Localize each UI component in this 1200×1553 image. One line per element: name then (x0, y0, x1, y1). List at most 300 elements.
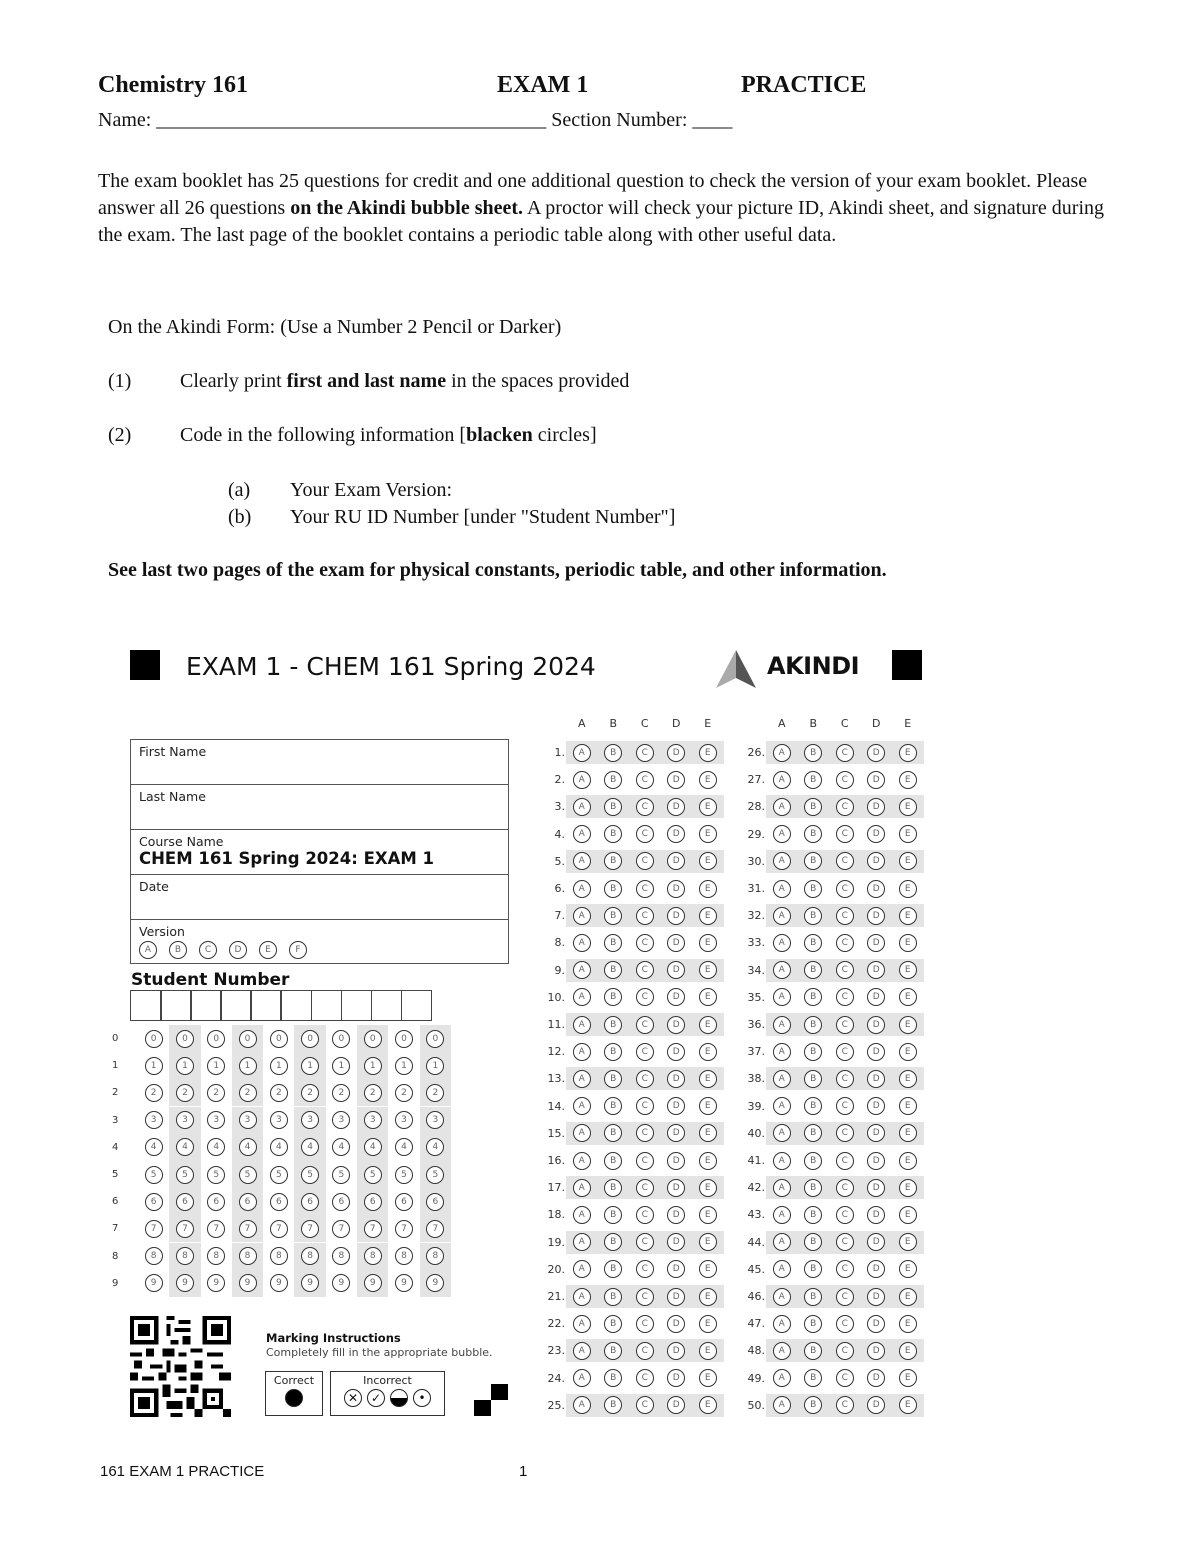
answer-bubble-d[interactable]: D (867, 744, 885, 762)
answer-bubble-a[interactable]: A (773, 1206, 791, 1224)
answer-bubble-b[interactable]: B (604, 771, 622, 789)
answer-bubble-a[interactable]: A (573, 825, 591, 843)
digit-bubble[interactable]: 7 (270, 1220, 288, 1238)
answer-bubble-a[interactable]: A (773, 934, 791, 952)
answer-bubble-e[interactable]: E (899, 907, 917, 925)
answer-bubble-e[interactable]: E (899, 1043, 917, 1061)
answer-bubble-d[interactable]: D (867, 907, 885, 925)
student-number-box[interactable] (160, 990, 192, 1021)
answer-bubble-e[interactable]: E (699, 1233, 717, 1251)
answer-bubble-d[interactable]: D (667, 1097, 685, 1115)
digit-bubble[interactable]: 3 (395, 1111, 413, 1129)
digit-bubble[interactable]: 8 (176, 1247, 194, 1265)
answer-bubble-d[interactable]: D (667, 1260, 685, 1278)
answer-bubble-d[interactable]: D (667, 1043, 685, 1061)
answer-bubble-e[interactable]: E (899, 798, 917, 816)
answer-bubble-b[interactable]: B (604, 1288, 622, 1306)
student-number-box[interactable] (250, 990, 282, 1021)
digit-bubble[interactable]: 7 (364, 1220, 382, 1238)
digit-bubble[interactable]: 0 (395, 1030, 413, 1048)
digit-bubble[interactable]: 0 (145, 1030, 163, 1048)
answer-bubble-c[interactable]: C (636, 988, 654, 1006)
answer-bubble-b[interactable]: B (604, 1016, 622, 1034)
answer-bubble-e[interactable]: E (699, 1315, 717, 1333)
answer-bubble-a[interactable]: A (773, 771, 791, 789)
answer-bubble-c[interactable]: C (636, 744, 654, 762)
answer-bubble-e[interactable]: E (899, 1288, 917, 1306)
digit-bubble[interactable]: 8 (364, 1247, 382, 1265)
answer-bubble-d[interactable]: D (667, 934, 685, 952)
digit-bubble[interactable]: 8 (395, 1247, 413, 1265)
answer-bubble-d[interactable]: D (667, 961, 685, 979)
answer-bubble-d[interactable]: D (667, 907, 685, 925)
answer-bubble-b[interactable]: B (604, 934, 622, 952)
answer-bubble-e[interactable]: E (699, 771, 717, 789)
digit-bubble[interactable]: 4 (332, 1138, 350, 1156)
digit-bubble[interactable]: 7 (332, 1220, 350, 1238)
answer-bubble-c[interactable]: C (836, 1315, 854, 1333)
answer-bubble-c[interactable]: C (836, 1124, 854, 1142)
digit-bubble[interactable]: 1 (332, 1057, 350, 1075)
answer-bubble-b[interactable]: B (804, 1260, 822, 1278)
answer-bubble-a[interactable]: A (573, 1369, 591, 1387)
digit-bubble[interactable]: 5 (239, 1166, 257, 1184)
digit-bubble[interactable]: 9 (301, 1274, 319, 1292)
digit-bubble[interactable]: 4 (301, 1138, 319, 1156)
digit-bubble[interactable]: 9 (239, 1274, 257, 1292)
digit-bubble[interactable]: 4 (270, 1138, 288, 1156)
answer-bubble-c[interactable]: C (836, 852, 854, 870)
answer-bubble-a[interactable]: A (573, 1342, 591, 1360)
answer-bubble-e[interactable]: E (899, 988, 917, 1006)
answer-bubble-e[interactable]: E (899, 1152, 917, 1170)
digit-bubble[interactable]: 1 (426, 1057, 444, 1075)
answer-bubble-e[interactable]: E (899, 880, 917, 898)
answer-bubble-d[interactable]: D (667, 744, 685, 762)
answer-bubble-d[interactable]: D (867, 961, 885, 979)
digit-bubble[interactable]: 4 (239, 1138, 257, 1156)
answer-bubble-c[interactable]: C (836, 1097, 854, 1115)
answer-bubble-b[interactable]: B (804, 1369, 822, 1387)
answer-bubble-e[interactable]: E (899, 825, 917, 843)
digit-bubble[interactable]: 5 (395, 1166, 413, 1184)
answer-bubble-e[interactable]: E (899, 1315, 917, 1333)
answer-bubble-c[interactable]: C (636, 798, 654, 816)
answer-bubble-e[interactable]: E (699, 1016, 717, 1034)
student-number-box[interactable] (220, 990, 252, 1021)
digit-bubble[interactable]: 7 (176, 1220, 194, 1238)
answer-bubble-a[interactable]: A (573, 988, 591, 1006)
date-field[interactable] (131, 875, 508, 920)
answer-bubble-e[interactable]: E (899, 744, 917, 762)
digit-bubble[interactable]: 5 (270, 1166, 288, 1184)
answer-bubble-c[interactable]: C (636, 1260, 654, 1278)
answer-bubble-d[interactable]: D (867, 1233, 885, 1251)
answer-bubble-e[interactable]: E (699, 1260, 717, 1278)
answer-bubble-e[interactable]: E (699, 1206, 717, 1224)
answer-bubble-a[interactable]: A (573, 1315, 591, 1333)
digit-bubble[interactable]: 9 (145, 1274, 163, 1292)
answer-bubble-b[interactable]: B (604, 1097, 622, 1115)
answer-bubble-c[interactable]: C (636, 1016, 654, 1034)
answer-bubble-e[interactable]: E (899, 961, 917, 979)
digit-bubble[interactable]: 9 (332, 1274, 350, 1292)
answer-bubble-c[interactable]: C (636, 1097, 654, 1115)
answer-bubble-b[interactable]: B (804, 1070, 822, 1088)
digit-bubble[interactable]: 5 (364, 1166, 382, 1184)
digit-bubble[interactable]: 0 (364, 1030, 382, 1048)
digit-bubble[interactable]: 4 (145, 1138, 163, 1156)
answer-bubble-c[interactable]: C (836, 798, 854, 816)
answer-bubble-d[interactable]: D (667, 1315, 685, 1333)
digit-bubble[interactable]: 6 (145, 1193, 163, 1211)
answer-bubble-e[interactable]: E (699, 1152, 717, 1170)
digit-bubble[interactable]: 7 (239, 1220, 257, 1238)
answer-bubble-d[interactable]: D (667, 1070, 685, 1088)
answer-bubble-d[interactable]: D (667, 798, 685, 816)
answer-bubble-a[interactable]: A (773, 1124, 791, 1142)
answer-bubble-d[interactable]: D (667, 1342, 685, 1360)
student-number-box[interactable] (190, 990, 222, 1021)
digit-bubble[interactable]: 3 (145, 1111, 163, 1129)
digit-bubble[interactable]: 3 (239, 1111, 257, 1129)
answer-bubble-e[interactable]: E (699, 744, 717, 762)
digit-bubble[interactable]: 5 (176, 1166, 194, 1184)
answer-bubble-a[interactable]: A (773, 1070, 791, 1088)
digit-bubble[interactable]: 8 (332, 1247, 350, 1265)
answer-bubble-a[interactable]: A (573, 1152, 591, 1170)
digit-bubble[interactable]: 6 (176, 1193, 194, 1211)
answer-bubble-d[interactable]: D (867, 934, 885, 952)
digit-bubble[interactable]: 4 (364, 1138, 382, 1156)
answer-bubble-a[interactable]: A (773, 852, 791, 870)
digit-bubble[interactable]: 1 (270, 1057, 288, 1075)
digit-bubble[interactable]: 1 (207, 1057, 225, 1075)
answer-bubble-d[interactable]: D (667, 1396, 685, 1414)
answer-bubble-e[interactable]: E (899, 934, 917, 952)
answer-bubble-b[interactable]: B (804, 771, 822, 789)
answer-bubble-b[interactable]: B (804, 907, 822, 925)
answer-bubble-b[interactable]: B (804, 1152, 822, 1170)
student-number-box[interactable] (280, 990, 312, 1021)
answer-bubble-e[interactable]: E (899, 1124, 917, 1142)
answer-bubble-b[interactable]: B (604, 1124, 622, 1142)
digit-bubble[interactable]: 3 (176, 1111, 194, 1129)
answer-bubble-e[interactable]: E (699, 825, 717, 843)
answer-bubble-c[interactable]: C (836, 1152, 854, 1170)
digit-bubble[interactable]: 0 (426, 1030, 444, 1048)
answer-bubble-c[interactable]: C (836, 1260, 854, 1278)
digit-bubble[interactable]: 2 (332, 1084, 350, 1102)
answer-bubble-d[interactable]: D (867, 1396, 885, 1414)
answer-bubble-c[interactable]: C (636, 1043, 654, 1061)
student-number-box[interactable] (341, 990, 373, 1021)
answer-bubble-c[interactable]: C (836, 744, 854, 762)
answer-bubble-c[interactable]: C (836, 1369, 854, 1387)
digit-bubble[interactable]: 8 (239, 1247, 257, 1265)
answer-bubble-e[interactable]: E (699, 1288, 717, 1306)
answer-bubble-d[interactable]: D (867, 1152, 885, 1170)
answer-bubble-b[interactable]: B (604, 1070, 622, 1088)
digit-bubble[interactable]: 6 (239, 1193, 257, 1211)
answer-bubble-c[interactable]: C (836, 1016, 854, 1034)
digit-bubble[interactable]: 6 (270, 1193, 288, 1211)
answer-bubble-c[interactable]: C (836, 1396, 854, 1414)
answer-bubble-e[interactable]: E (699, 934, 717, 952)
student-number-box[interactable] (371, 990, 403, 1021)
digit-bubble[interactable]: 4 (395, 1138, 413, 1156)
answer-bubble-c[interactable]: C (636, 771, 654, 789)
answer-bubble-a[interactable]: A (573, 880, 591, 898)
digit-bubble[interactable]: 5 (426, 1166, 444, 1184)
answer-bubble-e[interactable]: E (899, 852, 917, 870)
answer-bubble-b[interactable]: B (804, 961, 822, 979)
answer-bubble-c[interactable]: C (636, 880, 654, 898)
answer-bubble-c[interactable]: C (836, 771, 854, 789)
answer-bubble-e[interactable]: E (899, 1070, 917, 1088)
answer-bubble-a[interactable]: A (573, 1070, 591, 1088)
digit-bubble[interactable]: 4 (207, 1138, 225, 1156)
answer-bubble-c[interactable]: C (836, 1179, 854, 1197)
answer-bubble-a[interactable]: A (573, 907, 591, 925)
answer-bubble-c[interactable]: C (836, 988, 854, 1006)
digit-bubble[interactable]: 8 (426, 1247, 444, 1265)
digit-bubble[interactable]: 9 (270, 1274, 288, 1292)
answer-bubble-c[interactable]: C (636, 1288, 654, 1306)
answer-bubble-d[interactable]: D (667, 880, 685, 898)
answer-bubble-b[interactable]: B (604, 1260, 622, 1278)
answer-bubble-a[interactable]: A (573, 1124, 591, 1142)
digit-bubble[interactable]: 7 (145, 1220, 163, 1238)
answer-bubble-b[interactable]: B (604, 1396, 622, 1414)
digit-bubble[interactable]: 8 (301, 1247, 319, 1265)
answer-bubble-d[interactable]: D (867, 852, 885, 870)
answer-bubble-d[interactable]: D (667, 1124, 685, 1142)
answer-bubble-b[interactable]: B (604, 825, 622, 843)
digit-bubble[interactable]: 1 (395, 1057, 413, 1075)
answer-bubble-b[interactable]: B (804, 798, 822, 816)
answer-bubble-d[interactable]: D (867, 771, 885, 789)
answer-bubble-c[interactable]: C (636, 1124, 654, 1142)
answer-bubble-a[interactable]: A (773, 1152, 791, 1170)
answer-bubble-c[interactable]: C (636, 961, 654, 979)
answer-bubble-a[interactable]: A (573, 961, 591, 979)
digit-bubble[interactable]: 2 (207, 1084, 225, 1102)
answer-bubble-d[interactable]: D (867, 1369, 885, 1387)
answer-bubble-b[interactable]: B (604, 852, 622, 870)
answer-bubble-d[interactable]: D (867, 1043, 885, 1061)
answer-bubble-c[interactable]: C (836, 1233, 854, 1251)
digit-bubble[interactable]: 9 (395, 1274, 413, 1292)
answer-bubble-c[interactable]: C (636, 1152, 654, 1170)
answer-bubble-c[interactable]: C (636, 1369, 654, 1387)
answer-bubble-b[interactable]: B (804, 1124, 822, 1142)
answer-bubble-a[interactable]: A (773, 1233, 791, 1251)
answer-bubble-a[interactable]: A (773, 1396, 791, 1414)
last-name-field[interactable] (131, 785, 508, 830)
answer-bubble-b[interactable]: B (804, 1288, 822, 1306)
version-bubble-b[interactable]: B (169, 941, 187, 959)
answer-bubble-a[interactable]: A (773, 1016, 791, 1034)
digit-bubble[interactable]: 2 (270, 1084, 288, 1102)
digit-bubble[interactable]: 3 (301, 1111, 319, 1129)
answer-bubble-d[interactable]: D (867, 1288, 885, 1306)
digit-bubble[interactable]: 0 (270, 1030, 288, 1048)
digit-bubble[interactable]: 0 (239, 1030, 257, 1048)
answer-bubble-b[interactable]: B (804, 825, 822, 843)
answer-bubble-e[interactable]: E (699, 1342, 717, 1360)
answer-bubble-e[interactable]: E (699, 961, 717, 979)
answer-bubble-e[interactable]: E (899, 1396, 917, 1414)
answer-bubble-b[interactable]: B (804, 1342, 822, 1360)
answer-bubble-d[interactable]: D (667, 771, 685, 789)
answer-bubble-c[interactable]: C (636, 1315, 654, 1333)
answer-bubble-d[interactable]: D (867, 1206, 885, 1224)
digit-bubble[interactable]: 2 (145, 1084, 163, 1102)
answer-bubble-d[interactable]: D (867, 1124, 885, 1142)
answer-bubble-c[interactable]: C (636, 852, 654, 870)
answer-bubble-e[interactable]: E (699, 1179, 717, 1197)
answer-bubble-c[interactable]: C (636, 1206, 654, 1224)
answer-bubble-a[interactable]: A (773, 1288, 791, 1306)
answer-bubble-e[interactable]: E (899, 1097, 917, 1115)
answer-bubble-a[interactable]: A (773, 907, 791, 925)
digit-bubble[interactable]: 7 (426, 1220, 444, 1238)
answer-bubble-a[interactable]: A (773, 961, 791, 979)
digit-bubble[interactable]: 2 (426, 1084, 444, 1102)
digit-bubble[interactable]: 2 (301, 1084, 319, 1102)
digit-bubble[interactable]: 9 (426, 1274, 444, 1292)
answer-bubble-d[interactable]: D (667, 825, 685, 843)
answer-bubble-a[interactable]: A (573, 852, 591, 870)
answer-bubble-b[interactable]: B (604, 798, 622, 816)
digit-bubble[interactable]: 7 (395, 1220, 413, 1238)
answer-bubble-b[interactable]: B (804, 988, 822, 1006)
answer-bubble-c[interactable]: C (636, 1342, 654, 1360)
answer-bubble-c[interactable]: C (636, 934, 654, 952)
answer-bubble-b[interactable]: B (804, 1097, 822, 1115)
answer-bubble-b[interactable]: B (604, 1152, 622, 1170)
answer-bubble-d[interactable]: D (667, 988, 685, 1006)
student-number-box[interactable] (311, 990, 343, 1021)
answer-bubble-a[interactable]: A (573, 1260, 591, 1278)
digit-bubble[interactable]: 4 (176, 1138, 194, 1156)
digit-bubble[interactable]: 6 (395, 1193, 413, 1211)
answer-bubble-c[interactable]: C (836, 1043, 854, 1061)
answer-bubble-d[interactable]: D (867, 1179, 885, 1197)
answer-bubble-a[interactable]: A (773, 1260, 791, 1278)
version-bubble-c[interactable]: C (199, 941, 217, 959)
answer-bubble-d[interactable]: D (667, 1206, 685, 1224)
digit-bubble[interactable]: 7 (301, 1220, 319, 1238)
digit-bubble[interactable]: 7 (207, 1220, 225, 1238)
digit-bubble[interactable]: 9 (207, 1274, 225, 1292)
digit-bubble[interactable]: 1 (176, 1057, 194, 1075)
digit-bubble[interactable]: 1 (239, 1057, 257, 1075)
answer-bubble-e[interactable]: E (899, 1179, 917, 1197)
version-bubble-a[interactable]: A (139, 941, 157, 959)
answer-bubble-b[interactable]: B (804, 1315, 822, 1333)
version-bubble-e[interactable]: E (259, 941, 277, 959)
answer-bubble-c[interactable]: C (836, 961, 854, 979)
first-name-field[interactable] (131, 740, 508, 785)
digit-bubble[interactable]: 8 (207, 1247, 225, 1265)
answer-bubble-b[interactable]: B (604, 1315, 622, 1333)
digit-bubble[interactable]: 5 (332, 1166, 350, 1184)
digit-bubble[interactable]: 0 (176, 1030, 194, 1048)
digit-bubble[interactable]: 1 (145, 1057, 163, 1075)
digit-bubble[interactable]: 1 (364, 1057, 382, 1075)
answer-bubble-e[interactable]: E (699, 798, 717, 816)
answer-bubble-b[interactable]: B (804, 1233, 822, 1251)
answer-bubble-d[interactable]: D (667, 1152, 685, 1170)
answer-bubble-a[interactable]: A (773, 880, 791, 898)
answer-bubble-a[interactable]: A (573, 744, 591, 762)
digit-bubble[interactable]: 1 (301, 1057, 319, 1075)
digit-bubble[interactable]: 5 (301, 1166, 319, 1184)
digit-bubble[interactable]: 2 (364, 1084, 382, 1102)
answer-bubble-e[interactable]: E (899, 1369, 917, 1387)
answer-bubble-a[interactable]: A (773, 1315, 791, 1333)
digit-bubble[interactable]: 9 (176, 1274, 194, 1292)
answer-bubble-d[interactable]: D (667, 1288, 685, 1306)
digit-bubble[interactable]: 6 (332, 1193, 350, 1211)
answer-bubble-a[interactable]: A (773, 1369, 791, 1387)
answer-bubble-e[interactable]: E (899, 771, 917, 789)
answer-bubble-e[interactable]: E (899, 1206, 917, 1224)
digit-bubble[interactable]: 3 (270, 1111, 288, 1129)
digit-bubble[interactable]: 3 (364, 1111, 382, 1129)
answer-bubble-e[interactable]: E (699, 852, 717, 870)
answer-bubble-b[interactable]: B (604, 744, 622, 762)
answer-bubble-a[interactable]: A (573, 1043, 591, 1061)
answer-bubble-d[interactable]: D (867, 825, 885, 843)
answer-bubble-b[interactable]: B (804, 1206, 822, 1224)
answer-bubble-c[interactable]: C (636, 1070, 654, 1088)
answer-bubble-a[interactable]: A (573, 1016, 591, 1034)
digit-bubble[interactable]: 2 (176, 1084, 194, 1102)
answer-bubble-c[interactable]: C (836, 907, 854, 925)
answer-bubble-e[interactable]: E (699, 880, 717, 898)
answer-bubble-e[interactable]: E (899, 1016, 917, 1034)
digit-bubble[interactable]: 0 (207, 1030, 225, 1048)
answer-bubble-d[interactable]: D (867, 988, 885, 1006)
answer-bubble-d[interactable]: D (867, 798, 885, 816)
answer-bubble-c[interactable]: C (636, 907, 654, 925)
answer-bubble-e[interactable]: E (699, 1070, 717, 1088)
answer-bubble-a[interactable]: A (573, 1396, 591, 1414)
answer-bubble-e[interactable]: E (699, 1097, 717, 1115)
answer-bubble-e[interactable]: E (699, 988, 717, 1006)
answer-bubble-d[interactable]: D (867, 1342, 885, 1360)
digit-bubble[interactable]: 3 (332, 1111, 350, 1129)
answer-bubble-b[interactable]: B (604, 1043, 622, 1061)
answer-bubble-a[interactable]: A (773, 1043, 791, 1061)
student-number-box[interactable] (401, 990, 433, 1021)
answer-bubble-b[interactable]: B (604, 988, 622, 1006)
answer-bubble-a[interactable]: A (573, 1206, 591, 1224)
answer-bubble-c[interactable]: C (636, 1179, 654, 1197)
answer-bubble-c[interactable]: C (636, 1233, 654, 1251)
answer-bubble-b[interactable]: B (604, 907, 622, 925)
answer-bubble-c[interactable]: C (836, 880, 854, 898)
version-bubble-f[interactable]: F (289, 941, 307, 959)
answer-bubble-a[interactable]: A (573, 798, 591, 816)
answer-bubble-a[interactable]: A (773, 988, 791, 1006)
answer-bubble-b[interactable]: B (604, 880, 622, 898)
answer-bubble-b[interactable]: B (804, 1043, 822, 1061)
version-bubble-d[interactable]: D (229, 941, 247, 959)
